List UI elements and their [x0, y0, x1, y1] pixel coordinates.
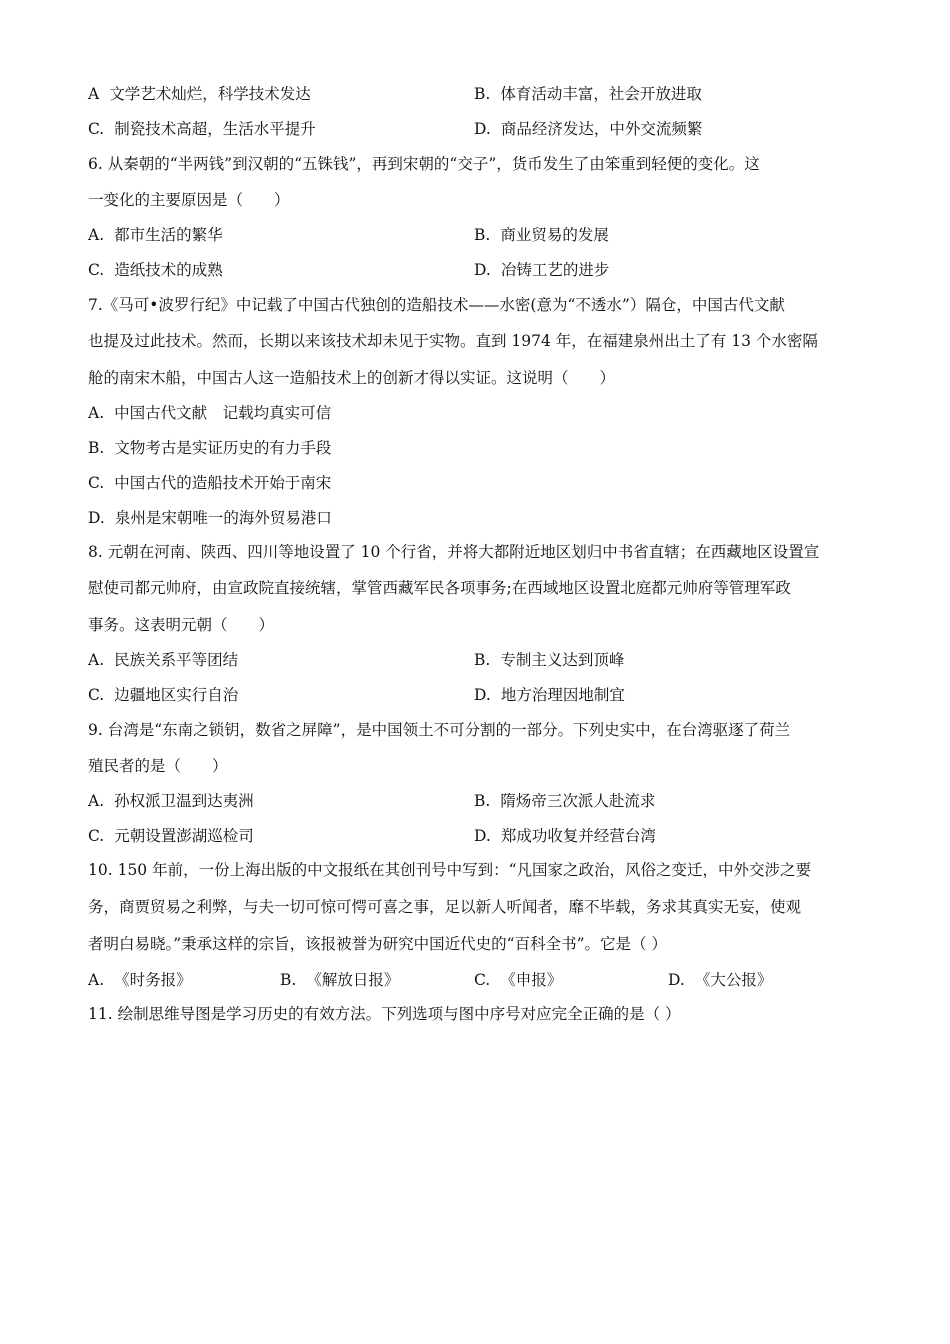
q10-stem-line-3: 者明白易晓。”秉承这样的宗旨，该报被誉为研究中国近代史的“百科全书”。它是（ ）: [88, 935, 667, 953]
q9-option-c: C. 元朝设置澎湖巡检司: [88, 827, 254, 845]
q8-option-a: A. 民族关系平等团结: [88, 651, 239, 669]
q10-stem-line-1: 10. 150 年前，一份上海出版的中文报纸在其创刊号中写到：“凡国家之政治，风俗之变迁，中外交涉之要: [88, 861, 812, 879]
q7-option-a: A. 中国古代文献 记载均真实可信: [88, 404, 332, 422]
q10-option-a: A. 《时务报》: [88, 971, 192, 989]
q10-option-d: D. 《大公报》: [668, 971, 773, 989]
q5-option-d: D. 商品经济发达，中外交流频繁: [474, 120, 703, 138]
q8-stem-line-1: 8. 元朝在河南、陕西、四川等地设置了 10 个行省，并将大都附近地区划归中书省直辖；在西藏地区设置宣: [88, 543, 820, 561]
q8-option-b: B. 专制主义达到顶峰: [474, 651, 625, 669]
q10-stem-line-2: 务，商贾贸易之利弊，与夫一切可惊可愕可喜之事，足以新人听闻者，靡不毕载，务求其真实无妄，使观: [88, 898, 802, 916]
q5-option-c: C. 制瓷技术高超，生活水平提升: [88, 120, 316, 138]
q8-stem-line-3: 事务。这表明元朝（ ）: [88, 616, 275, 634]
q6-option-a: A. 都市生活的繁华: [88, 226, 223, 244]
q10-option-c: C. 《申报》: [474, 971, 563, 989]
q6-stem-line-1: 6. 从秦朝的“半两钱”到汉朝的“五铢钱”，再到宋朝的“交子”，货币发生了由笨重到轻便的变化。这: [88, 155, 760, 173]
q7-stem-line-3: 舱的南宋木船，中国古人这一造船技术上的创新才得以实证。这说明（ ）: [88, 369, 616, 387]
q9-option-a: A. 孙权派卫温到达夷洲: [88, 792, 254, 810]
q7-option-d: D. 泉州是宋朝唯一的海外贸易港口: [88, 509, 332, 527]
q10-option-b: B. 《解放日报》: [280, 971, 400, 989]
q7-option-b: B. 文物考古是实证历史的有力手段: [88, 439, 332, 457]
q9-option-b: B. 隋炀帝三次派人赴流求: [474, 792, 656, 810]
q6-option-c: C. 造纸技术的成熟: [88, 261, 223, 279]
q6-stem-line-2: 一变化的主要原因是（ ）: [88, 191, 290, 209]
q8-option-d: D. 地方治理因地制宜: [474, 686, 625, 704]
q6-option-b: B. 商业贸易的发展: [474, 226, 609, 244]
q9-stem-line-1: 9. 台湾是“东南之锁钥，数省之屏障”，是中国领土不可分割的一部分。下列史实中，在台湾驱逐了荷兰: [88, 721, 791, 739]
q6-option-d: D. 冶铸工艺的进步: [474, 261, 610, 279]
q9-option-d: D. 郑成功收复并经营台湾: [474, 827, 656, 845]
q7-option-c: C. 中国古代的造船技术开始于南宋: [88, 474, 332, 492]
q7-stem-line-1: 7.《马可•波罗行纪》中记载了中国古代独创的造船技术——水密(意为“不透水”）隔仓，中国古代文献: [88, 296, 785, 314]
q7-stem-line-2: 也提及过此技术。然而，长期以来该技术却未见于实物。直到 1974 年，在福建泉州出土了有 13 个水密隔: [88, 332, 818, 350]
q8-stem-line-2: 慰使司都元帅府，由宣政院直接统辖，掌管西藏军民各项事务;在西域地区设置北庭都元帅府等管理军政: [88, 579, 791, 597]
q9-stem-line-2: 殖民者的是（ ）: [88, 757, 228, 775]
q5-option-b: B. 体育活动丰富，社会开放进取: [474, 85, 702, 103]
q8-option-c: C. 边疆地区实行自治: [88, 686, 239, 704]
q11-stem-line-1: 11. 绘制思维导图是学习历史的有效方法。下列选项与图中序号对应完全正确的是（ ）: [88, 1005, 681, 1023]
q5-option-a: A 文学艺术灿烂，科学技术发达: [88, 85, 311, 103]
